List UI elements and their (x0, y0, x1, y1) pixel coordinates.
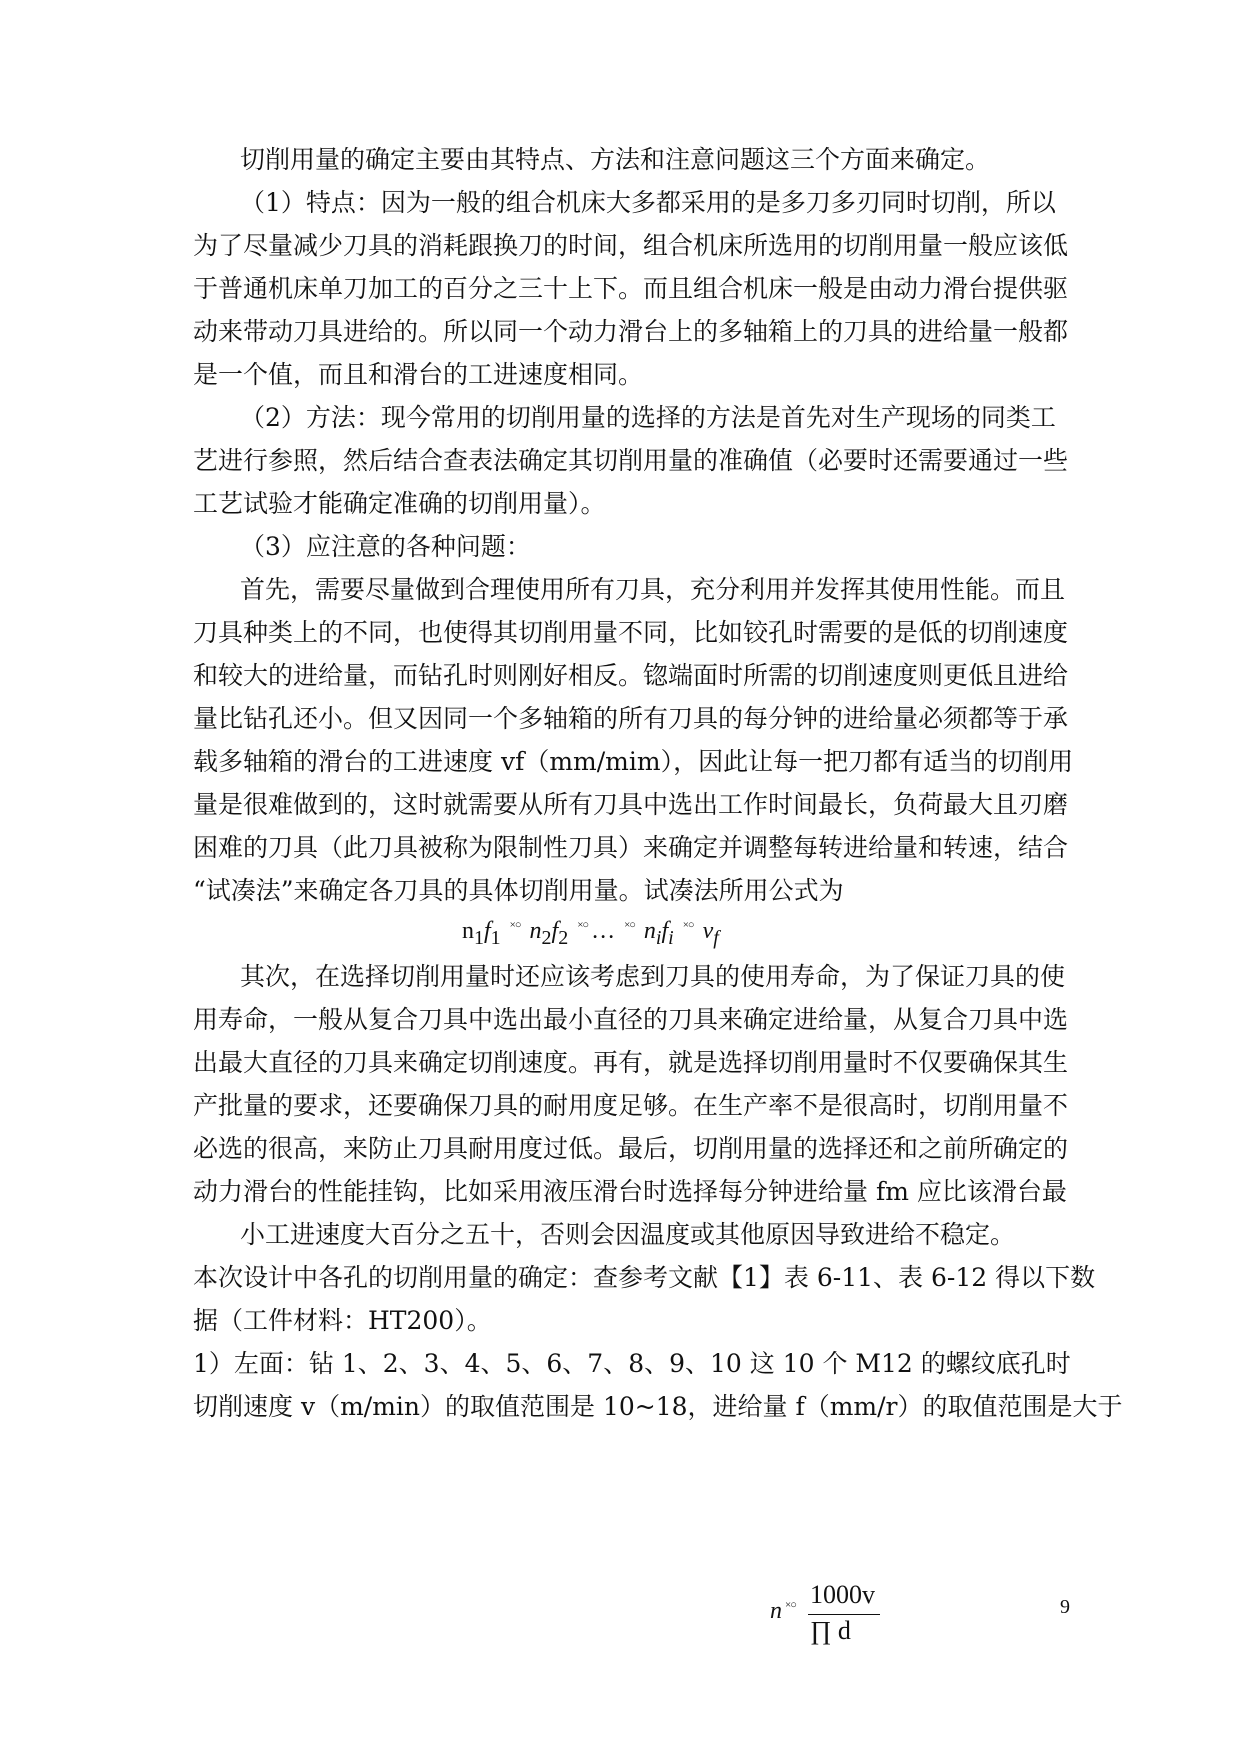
formula-term: n (643, 918, 656, 944)
formula-feed-rate (462, 918, 719, 950)
formula-denominator: ∏ d (810, 1616, 851, 1645)
formula-subscript: i (668, 926, 674, 949)
paragraph-line: “试凑法”来确定各刀具的具体切削用量。试凑法所用公式为 (193, 876, 844, 905)
paragraph-line: 刀具种类上的不同，也使得其切削用量不同，比如铰孔时需要的是低的切削速度 (193, 618, 1069, 647)
paragraph-line: 1）左面：钻 1、2、3、4、5、6、7、8、9、10 这 10 个 M12 的螺纹底孔时 (193, 1349, 1071, 1378)
paragraph-line: 切削速度 v（m/min）的取值范围是 10~18，进给量 f（mm/r）的取值范围是大于 (193, 1392, 1123, 1421)
paragraph-line: 出最大直径的刀具来确定切削速度。再有，就是选择切削用量时不仅要确保其生 (193, 1048, 1069, 1077)
paragraph-line: 量是很难做到的，这时就需要从所有刀具中选出工作时间最长，负荷最大且刃磨 (193, 790, 1069, 819)
page-number: 9 (1060, 1596, 1070, 1618)
formula-term: n (462, 918, 474, 944)
formula-term: f (551, 918, 559, 944)
formula-subscript: 2 (541, 926, 552, 949)
paragraph-line: 困难的刀具（此刀具被称为限制性刀具）来确定并调整每转进给量和转速，结合 (193, 833, 1069, 862)
formula-symbol: ×○ (577, 919, 589, 931)
paragraph-line: 产批量的要求，还要确保刀具的耐用度足够。在生产率不是很高时，切削用量不 (193, 1091, 1069, 1120)
paragraph-line: 工艺试验才能确定准确的切削用量）。 (193, 489, 606, 518)
formula-term: f (484, 918, 491, 944)
formula-symbol: ×○ (509, 919, 521, 931)
paragraph-line: 本次设计中各孔的切削用量的确定：查参考文献【1】表 6-11、表 6-12 得以下数 (193, 1263, 1096, 1292)
formula-term: n (770, 1598, 782, 1624)
paragraph-line: 首先，需要尽量做到合理使用所有刀具，充分利用并发挥其使用性能。而且 (240, 575, 1066, 604)
formula-spindle-speed (770, 1580, 890, 1660)
fraction-bar (808, 1614, 880, 1615)
paragraph-line: （3）应注意的各种问题： (240, 532, 531, 561)
formula-ellipsis: … (591, 918, 616, 944)
formula-subscript: 1 (490, 926, 501, 949)
formula-term: v (702, 918, 714, 944)
paragraph-line: 动力滑台的性能挂钩，比如采用液压滑台时选择每分钟进给量 fm 应比该滑台最 (193, 1177, 1067, 1206)
paragraph-line: （2）方法：现今常用的切削用量的选择的方法是首先对生产现场的同类工 (240, 403, 1056, 432)
formula-subscript: 1 (474, 926, 484, 949)
paragraph-line: （1）特点：因为一般的组合机床大多都采用的是多刀多刃同时切削，所以 (240, 188, 1056, 217)
paragraph-line: 其次，在选择切削用量时还应该考虑到刀具的使用寿命，为了保证刀具的使 (240, 962, 1066, 991)
paragraph-line: 和较大的进给量，而钻孔时则刚好相反。锪端面时所需的切削速度则更低且进给 (193, 661, 1069, 690)
paragraph-line: 据（工件材料：HT200）。 (193, 1306, 492, 1335)
paragraph-line: 小工进速度大百分之五十，否则会因温度或其他原因导致进给不稳定。 (240, 1220, 1016, 1249)
formula-symbol: ×○ (624, 919, 635, 931)
formula-subscript: 2 (558, 926, 569, 949)
formula-numerator: 1000v (810, 1580, 875, 1609)
paragraph-line: 为了尽量减少刀具的消耗跟换刀的时间，组合机床所选用的切削用量一般应该低 (193, 231, 1069, 260)
formula-symbol: ×○ (785, 1599, 796, 1611)
formula-term: n (529, 918, 542, 944)
paragraph-line: 动来带动刀具进给的。所以同一个动力滑台上的多轴箱上的刀具的进给量一般都 (193, 317, 1069, 346)
paragraph-line: 用寿命，一般从复合刀具中选出最小直径的刀具来确定进给量，从复合刀具中选 (193, 1005, 1069, 1034)
paragraph-line: 量比钻孔还小。但又因同一个多轴箱的所有刀具的每分钟的进给量必须都等于承 (193, 704, 1069, 733)
paragraph-line: 切削用量的确定主要由其特点、方法和注意问题这三个方面来确定。 (240, 145, 991, 174)
paragraph-line: 必选的很高，来防止刀具耐用度过低。最后，切削用量的选择还和之前所确定的 (193, 1134, 1069, 1163)
paragraph-line: 艺进行参照，然后结合查表法确定其切削用量的准确值（必要时还需要通过一些 (193, 446, 1069, 475)
paragraph-line: 于普通机床单刀加工的百分之三十上下。而且组合机床一般是由动力滑台提供驱 (193, 274, 1069, 303)
paragraph-line: 是一个值，而且和滑台的工进速度相同。 (193, 360, 644, 389)
formula-subscript: f (713, 926, 719, 949)
formula-subscript: i (655, 926, 662, 949)
formula-term: f (661, 918, 669, 944)
formula-symbol: ×○ (682, 919, 694, 931)
paragraph-line: 载多轴箱的滑台的工进速度 vf（mm/mim），因此让每一把刀都有适当的切削用 (193, 747, 1074, 776)
